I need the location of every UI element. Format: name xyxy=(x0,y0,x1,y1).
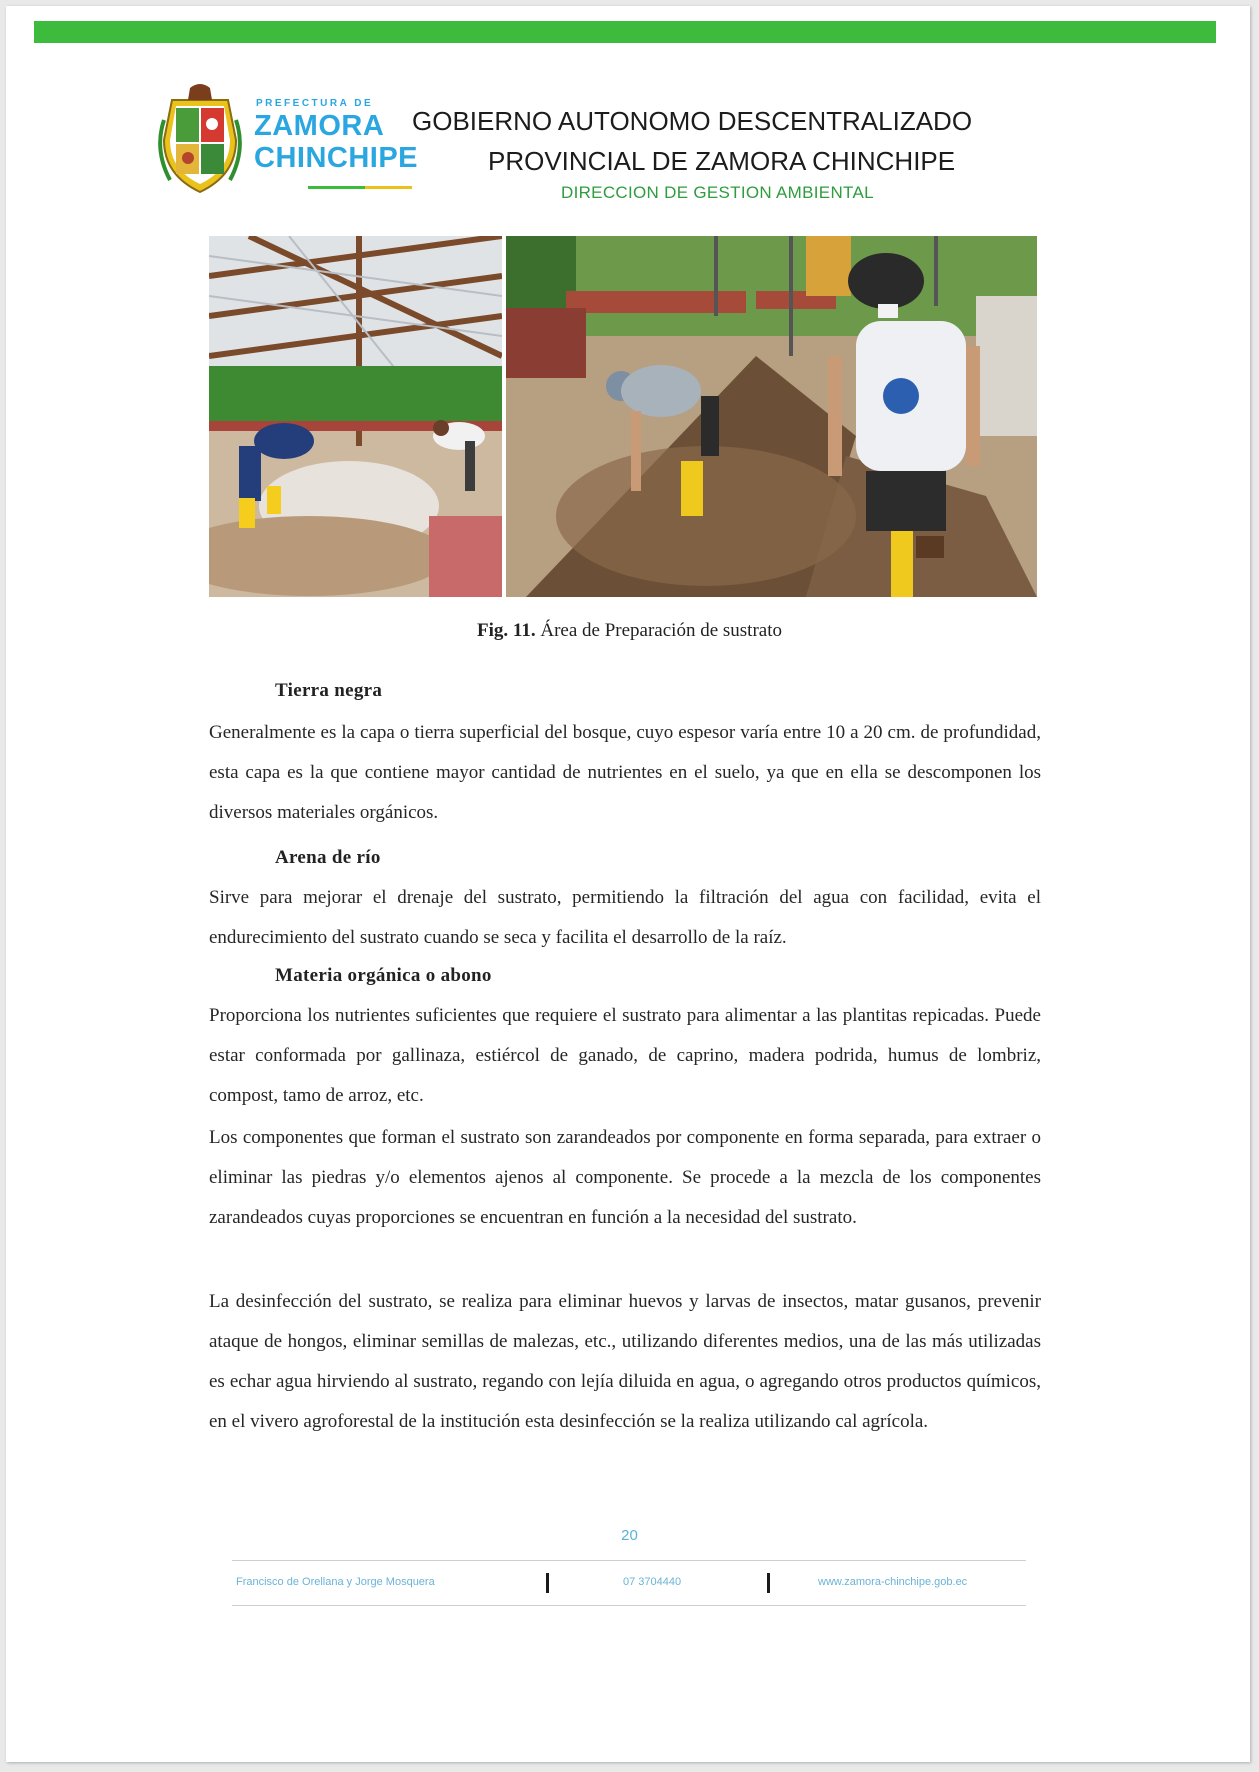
logo-underline xyxy=(308,186,412,189)
government-subtitle: PROVINCIAL DE ZAMORA CHINCHIPE xyxy=(488,146,956,176)
footer-bottom-rule xyxy=(232,1605,1026,1606)
section-text-tierra-negra: Generalmente es la capa o tierra superficial del bosque, cuyo espesor varía entre 10 a 20 cm. de profundidad, esta capa es la que contiene mayor cantidad de nutrientes en el suelo, ya que en ella se descomponen los diversos materiales orgánicos. xyxy=(209,722,1041,823)
logo-zamora: ZAMORA xyxy=(254,110,385,142)
government-title: GOBIERNO AUTONOMO DESCENTRALIZADO xyxy=(412,106,973,136)
logo-chinchipe: CHINCHIPE xyxy=(254,142,419,174)
header-color-bar xyxy=(34,21,1216,43)
footer-phone: 07 3704440 xyxy=(623,1576,682,1588)
section-heading-materia-organica: Materia orgánica o abono xyxy=(275,965,492,986)
figure-caption xyxy=(0,620,1259,642)
section-text-arena-de-rio: Sirve para mejorar el drenaje del sustrato, permitiendo la filtración del agua con facilidad, evita el endurecimiento del sustrato cuando se seca y facilita el desarrollo de la raíz. xyxy=(209,887,1041,948)
figure-label: Fig. 11. xyxy=(477,620,536,641)
footer-separator xyxy=(546,1573,549,1593)
paragraph-zarandeo: Los componentes que forman el sustrato son zarandeados por componente en forma separada, para extraer o eliminar las piedras y/o elementos ajenos al componente. Se procede a la mezcla de los componentes zarandeados cuyas proporciones se encuentran en función a la necesidad del sustrato. xyxy=(209,1127,1041,1228)
paragraph-desinfeccion: La desinfección del sustrato, se realiza para eliminar huevos y larvas de insectos, matar gusanos, prevenir ataque de hongos, eliminar semillas de malezas, etc., utilizando diferentes medios, una de las más utilizadas es echar agua hirviendo al sustrato, regando con lejía diluida en agua, o agregando otros productos químicos, en el vivero agroforestal de la institución esta desinfección se la realiza utilizando cal agrícola. xyxy=(209,1291,1041,1432)
substrate-preparation-photo xyxy=(506,236,1037,597)
greenhouse-photo xyxy=(209,236,502,597)
footer-top-rule xyxy=(232,1560,1026,1561)
footer-address: Francisco de Orellana y Jorge Mosquera xyxy=(236,1576,435,1588)
footer-website[interactable]: www.zamora-chinchipe.gob.ec xyxy=(818,1576,968,1588)
coat-of-arms-logo xyxy=(150,80,250,200)
figure-caption-text: Área de Preparación de sustrato xyxy=(540,620,782,641)
section-text-materia-organica: Proporciona los nutrientes suficientes que requiere el sustrato para alimentar a las plantitas repicadas. Puede estar conformada por gallinaza, estiércol de ganado, de caprino, madera podrida, humus de lombriz, compost, tamo de arroz, etc. xyxy=(209,1005,1041,1106)
logo-prefix: PREFECTURA DE xyxy=(256,98,374,109)
section-heading-arena-de-rio: Arena de río xyxy=(275,847,381,868)
page-number: 20 xyxy=(621,1527,638,1544)
section-heading-tierra-negra: Tierra negra xyxy=(275,680,383,701)
department-name: DIRECCION DE GESTION AMBIENTAL xyxy=(561,183,874,202)
footer-separator xyxy=(767,1573,770,1593)
